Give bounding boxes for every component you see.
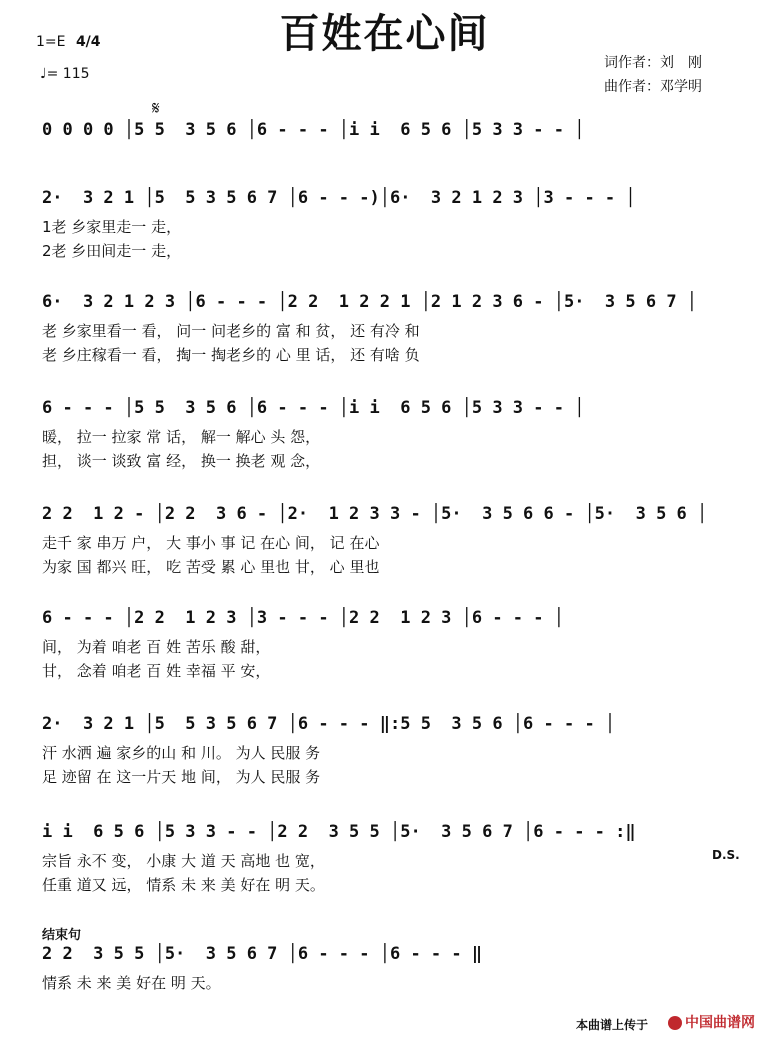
notation-line: 0 0 0 0 │5 5 3 5 6 │6 - - - │i i 6 5 6 │5 3 3 - - │ bbox=[42, 120, 585, 140]
key-signature bbox=[36, 34, 101, 50]
notation-line: 2 2 1 2 - │2 2 3 6 - │2· 1 2 3 3 - │5· 3 5 6 6 - │5· 3 5 6 │ bbox=[42, 504, 708, 524]
notation-line: 6 - - - │5 5 3 5 6 │6 - - - │i i 6 5 6 │5 3 3 - - │ bbox=[42, 398, 585, 418]
logo-icon bbox=[668, 1016, 682, 1030]
ending-label: 结束句 bbox=[42, 928, 82, 943]
composer-credit: 曲作者：邓学明 bbox=[604, 79, 702, 95]
lyric-line: 间， 为着 咱老 百 姓 苦乐 酸 甜， bbox=[42, 638, 271, 656]
dal-segno-marker: D.S. bbox=[712, 848, 740, 862]
lyric-line: 老 乡庄稼看一 看， 掏一 掏老乡的 心 里 话， 还 有啥 负 bbox=[42, 346, 420, 364]
page-title: 百姓在心间 bbox=[279, 11, 490, 57]
lyric-line: 汗 水洒 遍 家乡的山 和 川。 为人 民服 务 bbox=[42, 744, 321, 762]
segno-icon: 𝄋 bbox=[152, 98, 160, 119]
lyric-line: 任重 道又 远， 情系 未 来 美 好在 明 天。 bbox=[42, 876, 325, 894]
lyric-line: 足 迹留 在 这一片天 地 间， 为人 民服 务 bbox=[42, 768, 321, 786]
notation-line: i i 6 5 6 │5 3 3 - - │2 2 3 5 5 │5· 3 5 6 7 │6 - - - :‖ bbox=[42, 822, 636, 842]
lyric-line: 1老 乡家里走一 走， bbox=[42, 218, 182, 236]
lyric-line: 甘， 念着 咱老 百 姓 幸福 平 安， bbox=[42, 662, 271, 680]
lyricist-credit: 词作者：刘 刚 bbox=[604, 55, 702, 71]
time-signature: 4/4 bbox=[75, 34, 101, 50]
notation-line: 6 - - - │2 2 1 2 3 │3 - - - │2 2 1 2 3 │6 - - - │ bbox=[42, 608, 564, 628]
lyric-line: 暖， 拉一 拉家 常 话， 解一 解心 头 怨， bbox=[42, 428, 321, 446]
notation-line: 2 2 3 5 5 │5· 3 5 6 7 │6 - - - │6 - - - ‖ bbox=[42, 944, 483, 964]
tempo-marking: ♩= 115 bbox=[40, 66, 90, 82]
upload-footer: 本曲谱上传于 bbox=[576, 1018, 649, 1032]
lyric-line: 2老 乡田间走一 走， bbox=[42, 242, 182, 260]
notation-line: 2· 3 2 1 │5 5 3 5 6 7 │6 - - - ‖:5 5 3 5 6 │6 - - - │ bbox=[42, 714, 616, 734]
lyric-line: 走千 家 串万 户， 大 事小 事 记 在心 间， 记 在心 bbox=[42, 534, 380, 552]
lyric-line: 为家 国 都兴 旺， 吃 苦受 累 心 里也 甘， 心 里也 bbox=[42, 558, 380, 576]
notation-line: 2· 3 2 1 │5 5 3 5 6 7 │6 - - -)│6· 3 2 1 2 3 │3 - - - │ bbox=[42, 188, 636, 208]
site-logo[interactable] bbox=[668, 1012, 755, 1032]
lyric-line: 情系 未 来 美 好在 明 天。 bbox=[42, 974, 221, 992]
lyric-line: 宗旨 永不 变， 小康 大 道 天 高地 也 宽， bbox=[42, 852, 325, 870]
key-label: 1=E bbox=[36, 34, 66, 50]
lyric-line: 老 乡家里看一 看， 问一 问老乡的 富 和 贫， 还 有冷 和 bbox=[42, 322, 420, 340]
lyric-line: 担， 谈一 谈致 富 经， 换一 换老 观 念， bbox=[42, 452, 321, 470]
site-logo-text: 中国曲谱网 bbox=[685, 1015, 755, 1031]
notation-line: 6· 3 2 1 2 3 │6 - - - │2 2 1 2 2 1 │2 1 2 3 6 - │5· 3 5 6 7 │ bbox=[42, 292, 698, 312]
